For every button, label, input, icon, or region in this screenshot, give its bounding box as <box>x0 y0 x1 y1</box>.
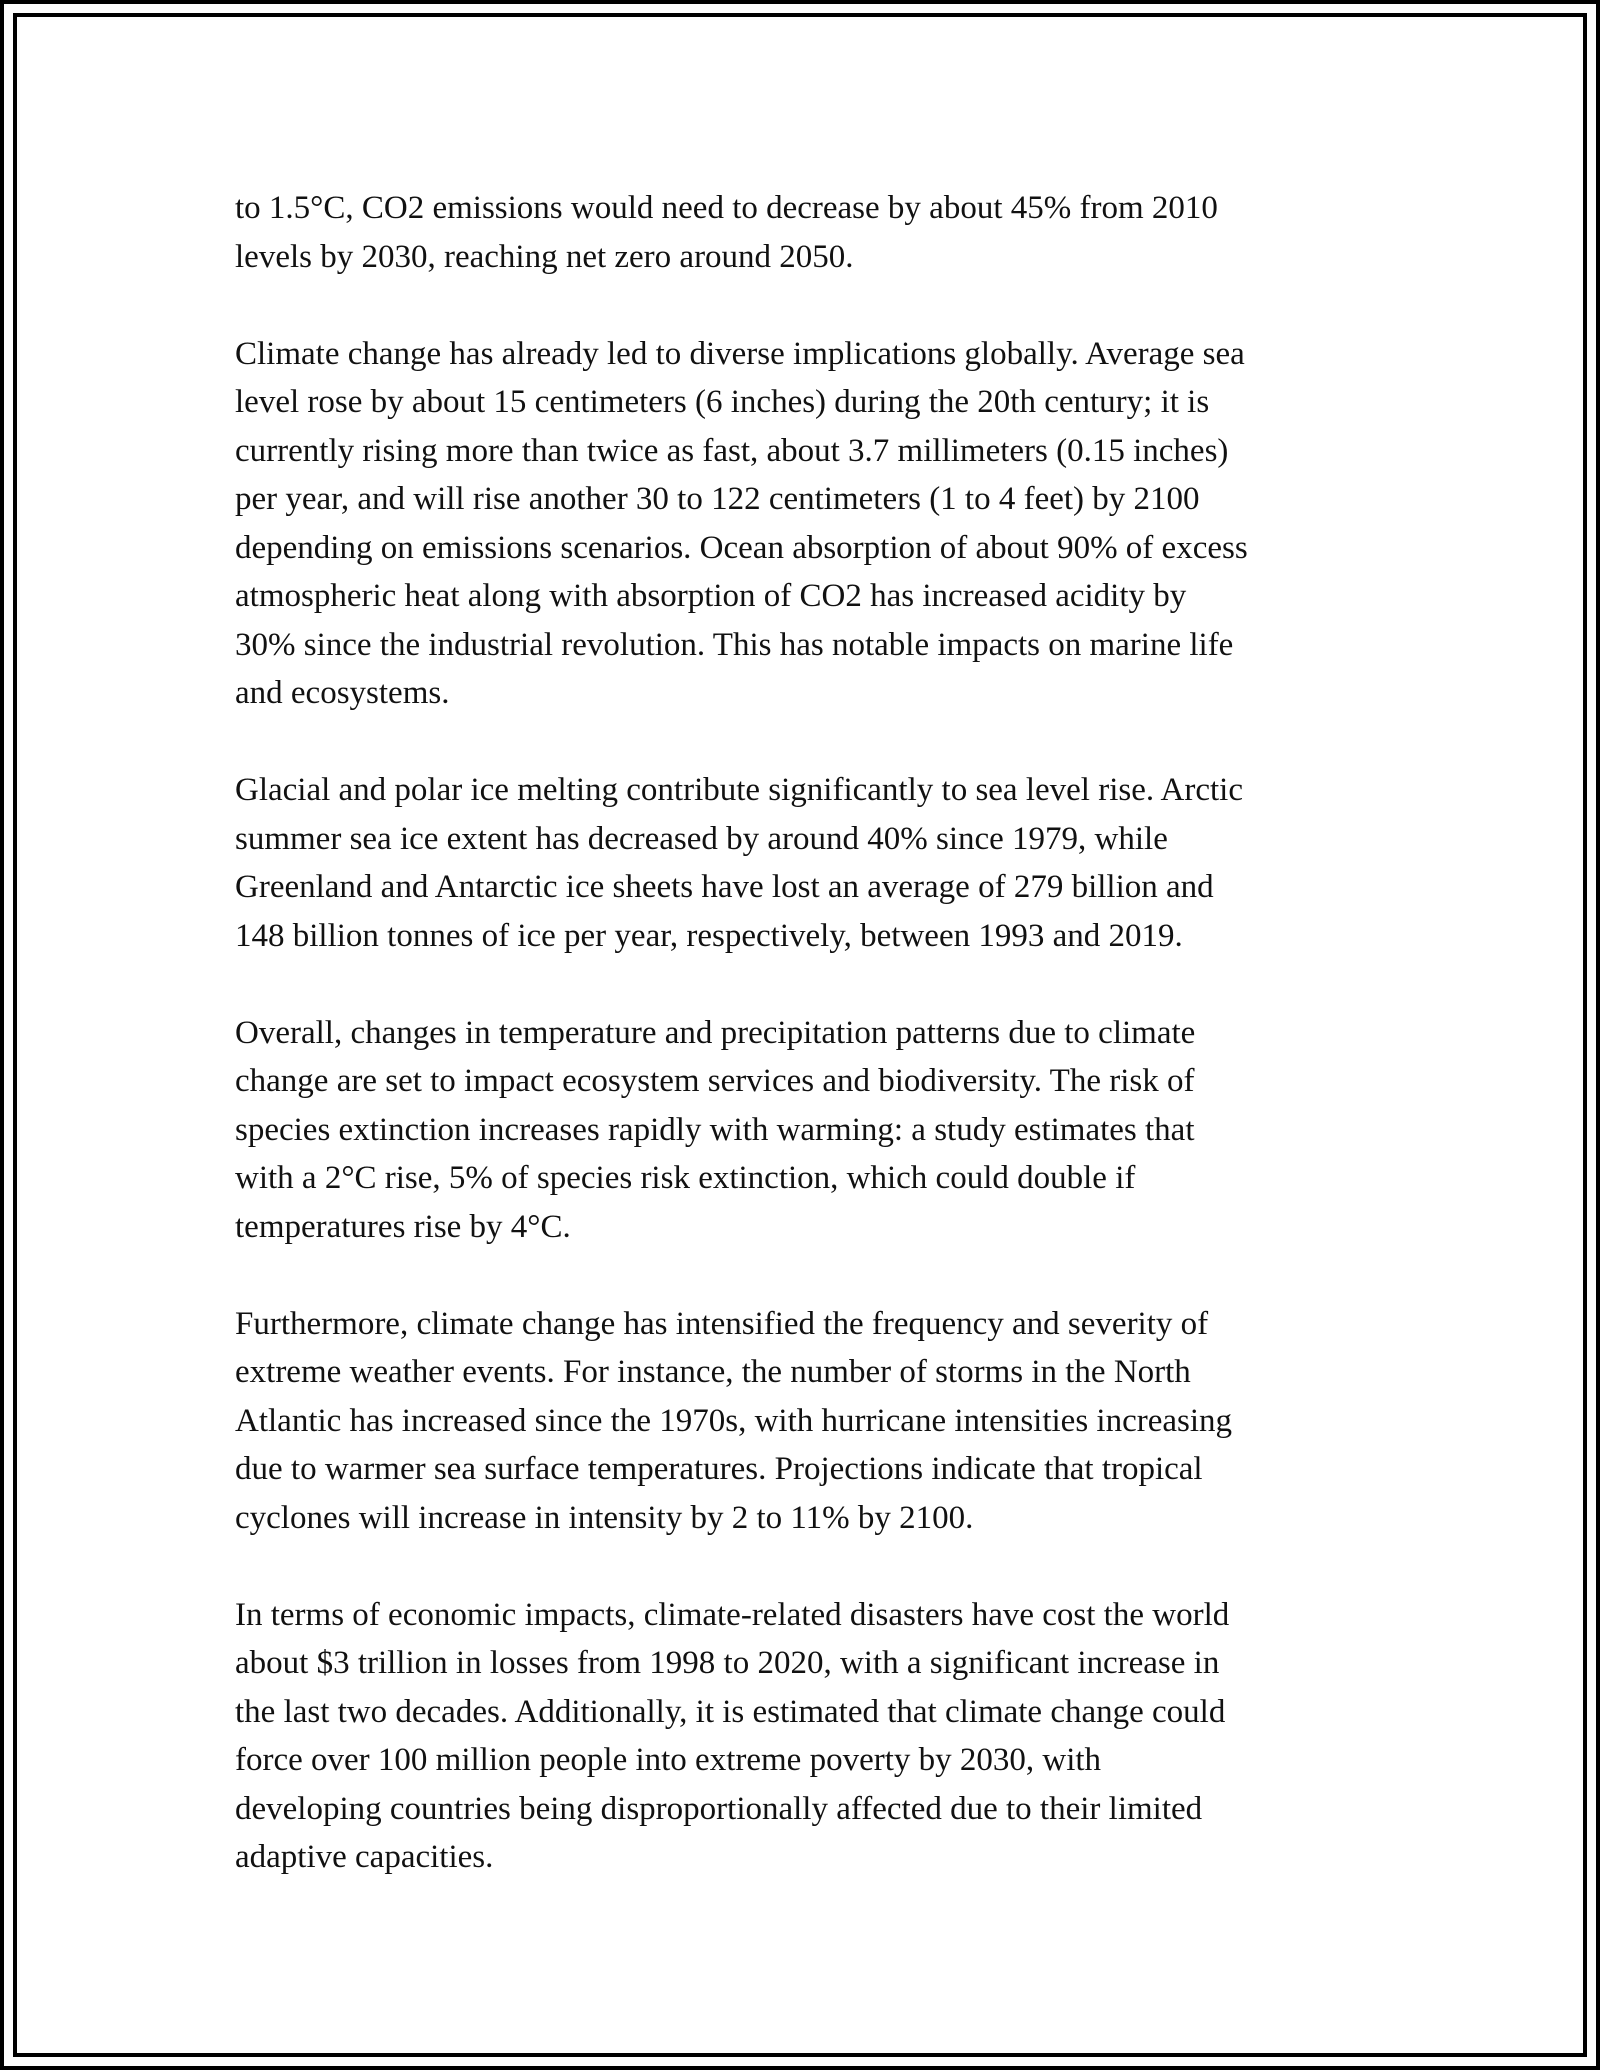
paragraph-sea-level-acidity: Climate change has already led to diverse implications globally. Average sea level rose by about 15 centimeters (6 inches) during the 20th century; it is currently rising more than twice as fast, about 3.7 millimeters (0.15 inches) per year, and will rise another 30 to 122 centimeters (1 to 4 feet) by 2100 depending on emissions scenarios. Ocean absorption of about 90% of excess atmospheric heat along with absorption of CO2 has increased acidity by 30% since the industrial revolution. This has notable impacts on marine life and ecosystems. <box>235 335 1248 711</box>
paragraph-extreme-weather: Furthermore, climate change has intensified the frequency and severity of extreme weather events. For instance, the number of storms in the North Atlantic has increased since the 1970s, with hurricane intensities increasing due to warmer sea surface temperatures. Projections indicate that tropical cyclones will increase in intensity by 2 to 11% by 2100. <box>235 1305 1233 1536</box>
paragraph-economic-impacts: In terms of economic impacts, climate-related disasters have cost the world about $3 trillion in losses from 1998 to 2020, with a significant increase in the last two decades. Additionally, it is estimated that climate change could force over 100 million people into extreme poverty by 2030, with developing countries being disproportionally affected due to their limited adaptive capacities. <box>235 1596 1230 1875</box>
paragraph-emissions-target: to 1.5°C, CO2 emissions would need to decrease by about 45% from 2010 levels by 2030, reaching net zero around 2050. <box>235 190 1218 275</box>
paragraph-biodiversity: Overall, changes in temperature and precipitation patterns due to climate change are set to impact ecosystem services and biodiversity. The risk of species extinction increases rapidly with warming: a study estimates that with a 2°C rise, 5% of species risk extinction, which could double if temperatures rise by 4°C. <box>235 1014 1196 1245</box>
paragraph-ice-melting: Glacial and polar ice melting contribute significantly to sea level rise. Arctic summer sea ice extent has decreased by around 40% since 1979, while Greenland and Antarctic ice sheets have lost an average of 279 billion and 148 billion tonnes of ice per year, respectively, between 1993 and 2019. <box>235 772 1243 954</box>
document-body <box>235 184 1385 1882</box>
